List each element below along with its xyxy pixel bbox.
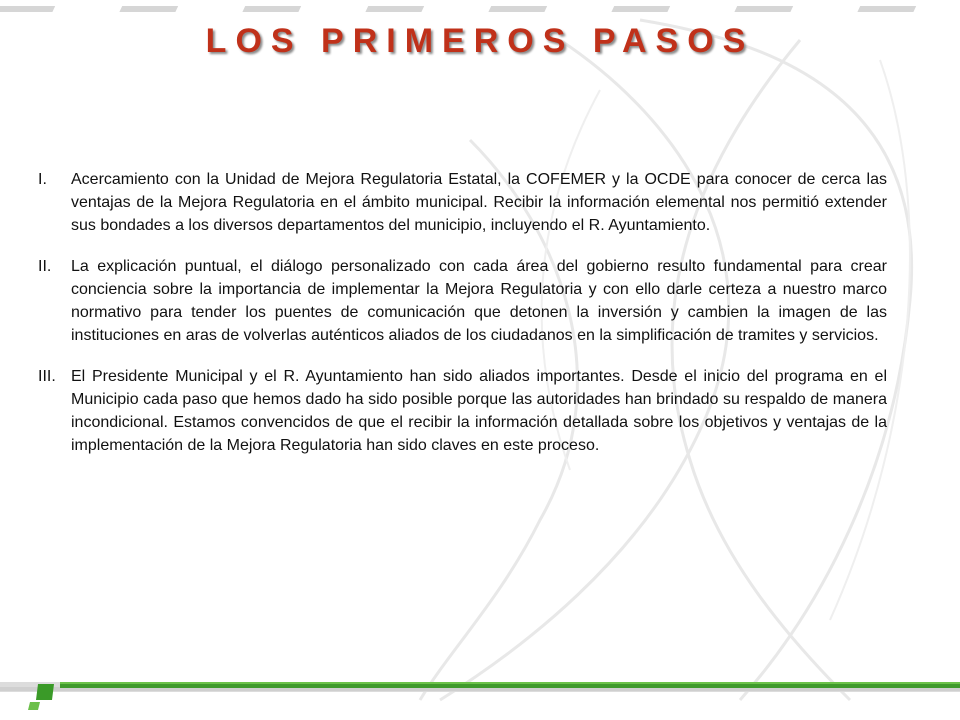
list-item — [38, 255, 887, 347]
bottom-green-band — [0, 660, 960, 720]
list-item-text: La explicación puntual, el diálogo personalizado con cada área del gobierno resulto fundamental para crear conciencia sobre la importancia de implementar la Mejora Regulatoria y con ello darle certeza a nuestro marco normativo para tender los puentes de comunicación que detonen la inversión y cambien la imagen de las instituciones en aras de volverlas auténticos aliados de los ciudadanos en la simplificación de tramites y servicios. — [71, 258, 887, 344]
list-item-text: Acercamiento con la Unidad de Mejora Regulatoria Estatal, la COFEMER y la OCDE para conocer de cerca las ventajas de la Mejora Regulatoria en el ámbito municipal. Recibir la información elemental nos permitió extender sus bondades a los diversos departamentos del municipio, incluyendo el R. Ayuntamiento. — [71, 171, 887, 234]
numbered-list — [38, 168, 887, 475]
list-numeral: II. — [38, 258, 52, 275]
list-item — [38, 168, 887, 237]
list-numeral: III. — [38, 368, 56, 385]
slide-title: LOS PRIMEROS PASOS — [205, 22, 755, 60]
list-item — [38, 365, 887, 457]
list-item-text: El Presidente Municipal y el R. Ayuntamiento han sido aliados importantes. Desde el inicio del programa en el Municipio cada paso que hemos dado ha sido posible porque las autoridades han brindado su respaldo de manera incondicional. Estamos convencidos de que el recibir la información detallada sobre los objetivos y ventajas de la implementación de la Mejora Regulatoria han sido claves en este proceso. — [71, 368, 887, 454]
list-numeral: I. — [38, 171, 47, 188]
top-dash-decoration — [0, 0, 960, 14]
